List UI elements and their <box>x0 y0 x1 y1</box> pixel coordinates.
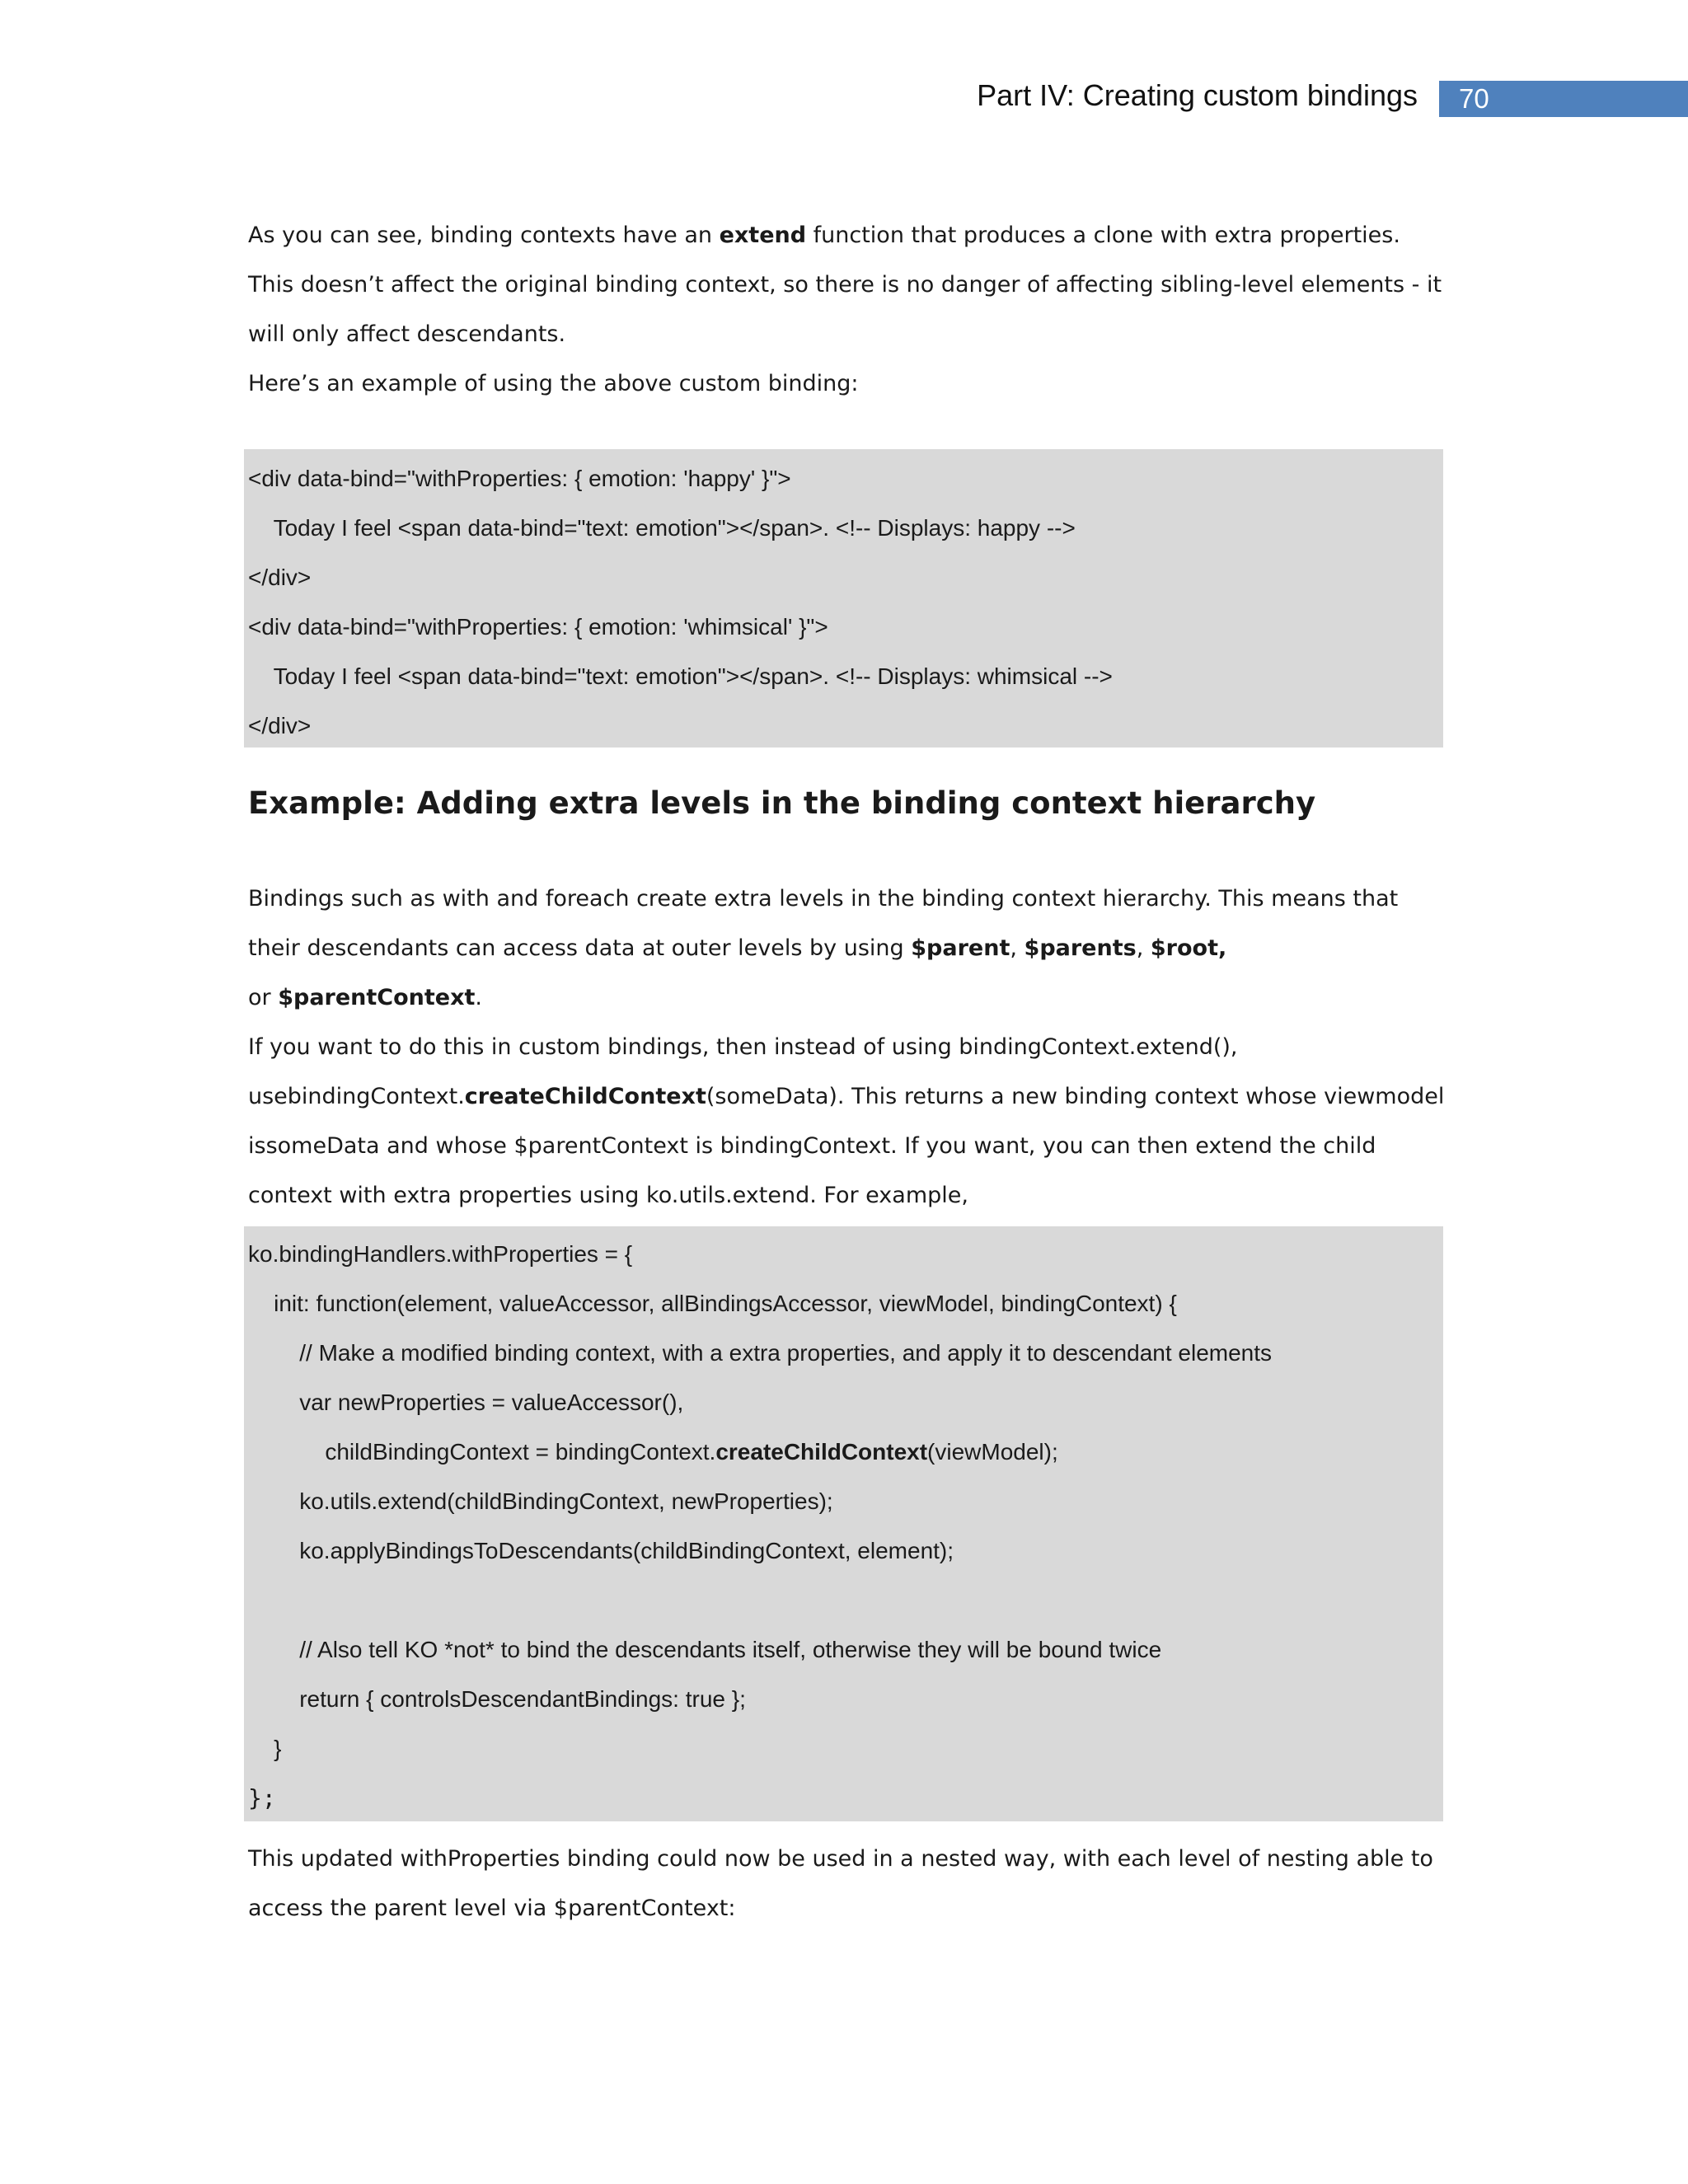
code-line: </div> <box>248 713 312 738</box>
code-line: }; <box>248 1784 276 1811</box>
text-line: issomeData and whose $parentContext is bindingContext. If you want, you can then extend the child <box>248 1133 1376 1159</box>
outro-paragraph <box>248 1835 1443 1933</box>
code-line: var newProperties = valueAccessor(), <box>248 1390 684 1415</box>
code-line: childBindingContext = bindingContext.createChildContext(viewModel); <box>248 1439 1058 1465</box>
text-line: As you can see, binding contexts have an extend function that produces a clone with extra properties. <box>248 223 1400 248</box>
text-line: Bindings such as with and foreach create extra levels in the binding context hierarchy. This means that <box>248 886 1399 912</box>
text-line: access the parent level via $parentContext: <box>248 1896 736 1921</box>
code-line: // Also tell KO *not* to bind the descendants itself, otherwise they will be bound twice <box>248 1637 1162 1662</box>
code-block-js-example <box>244 1226 1443 1821</box>
code-line: <div data-bind="withProperties: { emotion: 'happy' }"> <box>248 466 791 491</box>
code-line: init: function(element, valueAccessor, allBindingsAccessor, viewModel, bindingContext) { <box>248 1291 1177 1316</box>
intro-paragraph <box>248 211 1443 409</box>
code-line <box>244 1576 1443 1625</box>
code-block-html-example <box>244 449 1443 748</box>
code-line: Today I feel <span data-bind="text: emotion"></span>. <!-- Displays: whimsical --> <box>248 663 1113 689</box>
code-line: } <box>248 1736 282 1761</box>
text-line: their descendants can access data at outer levels by using $parent, $parents, $root, <box>248 935 1227 961</box>
text-line: context with extra properties using ko.utils.extend. For example, <box>248 1183 968 1208</box>
page-number-badge: 70 <box>1439 81 1688 117</box>
code-line: ko.applyBindingsToDescendants(childBindingContext, element); <box>248 1538 954 1563</box>
code-line: // Make a modified binding context, with a extra properties, and apply it to descendant elements <box>248 1340 1273 1366</box>
text-line: usebindingContext.createChildContext(someData). This returns a new binding context whose viewmodel <box>248 1084 1445 1109</box>
code-line: ko.bindingHandlers.withProperties = { <box>248 1241 633 1267</box>
code-line: <div data-bind="withProperties: { emotion: 'whimsical' }"> <box>248 614 828 640</box>
code-line: ko.utils.extend(childBindingContext, newProperties); <box>248 1488 833 1514</box>
section-paragraph <box>248 874 1443 1221</box>
code-line: </div> <box>248 565 312 590</box>
text-line: If you want to do this in custom bindings, then instead of using bindingContext.extend(), <box>248 1034 1238 1060</box>
text-line: Here’s an example of using the above custom binding: <box>248 371 859 396</box>
text-line: or $parentContext. <box>248 985 483 1010</box>
text-line: will only affect descendants. <box>248 321 566 347</box>
text-line: This doesn’t affect the original binding context, so there is no danger of affecting sibling-level elements - it <box>248 272 1442 298</box>
section-heading: Example: Adding extra levels in the binding context hierarchy <box>248 785 1316 821</box>
text-line: This updated withProperties binding could now be used in a nested way, with each level of nesting able to <box>248 1846 1433 1872</box>
code-line: return { controlsDescendantBindings: true }; <box>248 1686 746 1712</box>
page-header-title: Part IV: Creating custom bindings <box>977 78 1418 112</box>
code-line: Today I feel <span data-bind="text: emotion"></span>. <!-- Displays: happy --> <box>248 515 1076 541</box>
